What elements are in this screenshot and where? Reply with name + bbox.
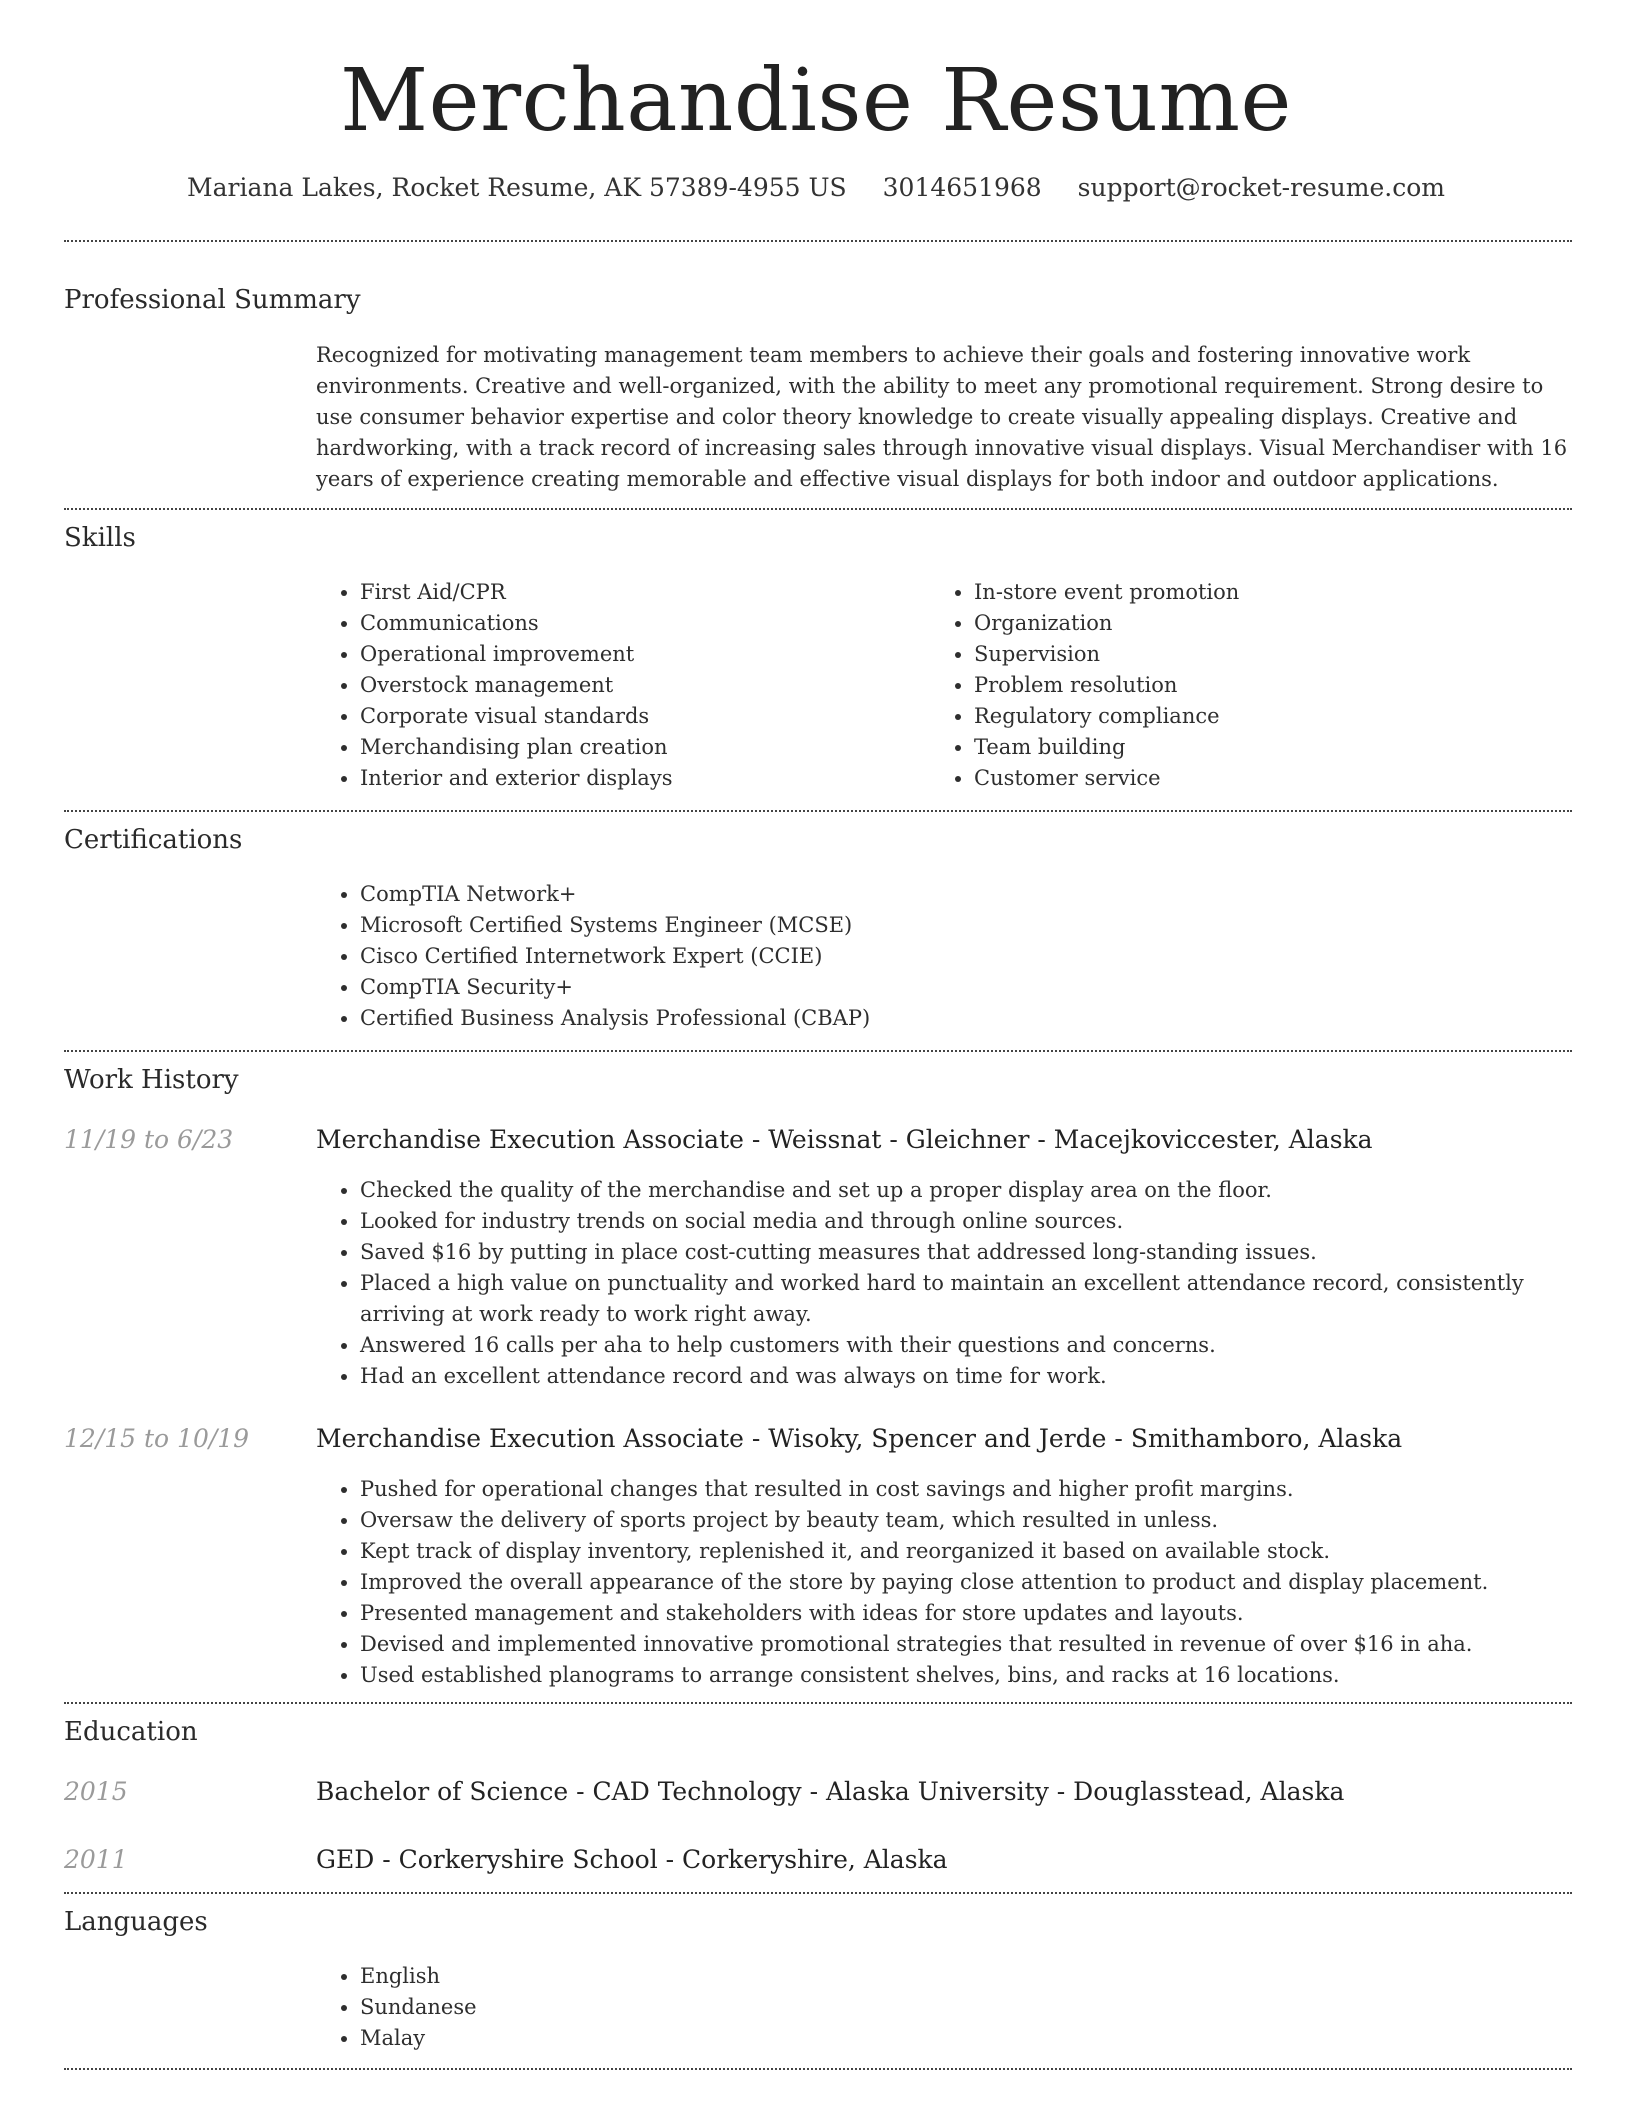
list-item: • Certified Business Analysis Professional (CBAP) — [360, 1003, 1460, 1034]
summary-text: Recognized for motivating management team members to achieve their goals and fostering innovative work environments. Creative and well-organized, with the ability to meet any promotional requirement. Strong desire to use consumer behavior expertise and color theory knowledge to create visually appealing displays. Creative and hardworking, with a track record of increasing sales through innovative visual displays. Visual Merchandiser with 16 years of experience creating memorable and effective visual displays for both indoor and outdoor applications. — [316, 343, 1568, 491]
list-item: • Operational improvement — [360, 639, 920, 670]
certifications-list — [316, 879, 1460, 1034]
section-divider — [64, 508, 1572, 510]
job-title: Merchandise Execution Associate - Weissnat - Gleichner - Macejkoviccester, Alaska — [316, 1125, 1373, 1154]
education-heading: Education — [64, 1717, 198, 1747]
work-history-heading: Work History — [64, 1065, 239, 1095]
list-item: • Saved $16 by putting in place cost-cutting measures that addressed long-standing issues. — [360, 1237, 1600, 1268]
section-divider — [64, 1050, 1572, 1052]
job-bullets — [316, 1175, 1600, 1392]
resume-title: Merchandise Resume — [340, 51, 1292, 151]
list-item: • In-store event promotion — [974, 577, 1574, 608]
summary-heading: Professional Summary — [64, 285, 361, 315]
contact-phone: 3014651968 — [882, 173, 1042, 202]
skills-list-left — [316, 577, 920, 794]
list-item: • Problem resolution — [974, 670, 1574, 701]
job-title: Merchandise Execution Associate - Wisoky, Spencer and Jerde - Smithamboro, Alaska — [316, 1424, 1403, 1453]
contact-address: Mariana Lakes, Rocket Resume, AK 57389-4955 US — [187, 173, 847, 202]
job-dates: 12/15 to 10/19 — [64, 1424, 250, 1453]
list-item: • Supervision — [974, 639, 1574, 670]
list-item: • Organization — [974, 608, 1574, 639]
list-item: • Devised and implemented innovative promotional strategies that resulted in revenue of over $16 in aha. — [360, 1629, 1600, 1660]
languages-list — [316, 1961, 960, 2054]
list-item: • English — [360, 1961, 960, 1992]
education-degree: GED - Corkeryshire School - Corkeryshire, Alaska — [316, 1845, 948, 1874]
section-divider — [64, 2068, 1572, 2070]
list-item: • Used established planograms to arrange consistent shelves, bins, and racks at 16 locations. — [360, 1660, 1600, 1691]
contact-line — [0, 168, 1632, 208]
list-item: • Interior and exterior displays — [360, 763, 920, 794]
education-degree: Bachelor of Science - CAD Technology - Alaska University - Douglasstead, Alaska — [316, 1777, 1345, 1806]
list-item: • Looked for industry trends on social media and through online sources. — [360, 1206, 1600, 1237]
list-item: • Pushed for operational changes that resulted in cost savings and higher profit margins. — [360, 1474, 1600, 1505]
job-dates: 11/19 to 6/23 — [64, 1125, 234, 1154]
section-divider — [64, 240, 1572, 242]
skills-heading: Skills — [64, 523, 136, 553]
list-item: • Communications — [360, 608, 920, 639]
section-divider — [64, 1892, 1572, 1894]
skills-list-right — [930, 577, 1574, 794]
job-bullets — [316, 1474, 1600, 1691]
list-item: • Kept track of display inventory, replenished it, and reorganized it based on available stock. — [360, 1536, 1600, 1567]
list-item: • CompTIA Network+ — [360, 879, 1460, 910]
list-item: • Sundanese — [360, 1992, 960, 2023]
list-item: • Improved the overall appearance of the store by paying close attention to product and display placement. — [360, 1567, 1600, 1598]
list-item: • Corporate visual standards — [360, 701, 920, 732]
languages-heading: Languages — [64, 1907, 208, 1937]
list-item: • Cisco Certified Internetwork Expert (CCIE) — [360, 941, 1460, 972]
list-item: • Presented management and stakeholders with ideas for store updates and layouts. — [360, 1598, 1600, 1629]
list-item: • Oversaw the delivery of sports project by beauty team, which resulted in unless. — [360, 1505, 1600, 1536]
list-item: • Answered 16 calls per aha to help customers with their questions and concerns. — [360, 1330, 1600, 1361]
list-item: • CompTIA Security+ — [360, 972, 1460, 1003]
certifications-heading: Certifications — [64, 825, 243, 855]
list-item: • Team building — [974, 732, 1574, 763]
list-item: • Regulatory compliance — [974, 701, 1574, 732]
list-item: • Microsoft Certified Systems Engineer (MCSE) — [360, 910, 1460, 941]
section-divider — [64, 1702, 1572, 1704]
section-divider — [64, 810, 1572, 812]
list-item: • Malay — [360, 2023, 960, 2054]
list-item: • Overstock management — [360, 670, 920, 701]
list-item: • Placed a high value on punctuality and worked hard to maintain an excellent attendance record, consistently arriving at work ready to work right away. — [360, 1268, 1600, 1330]
list-item: • First Aid/CPR — [360, 577, 920, 608]
list-item: • Checked the quality of the merchandise and set up a proper display area on the floor. — [360, 1175, 1600, 1206]
list-item: • Merchandising plan creation — [360, 732, 920, 763]
list-item: • Customer service — [974, 763, 1574, 794]
contact-email: support@rocket-resume.com — [1077, 173, 1445, 202]
list-item: • Had an excellent attendance record and was always on time for work. — [360, 1361, 1600, 1392]
education-year: 2015 — [64, 1777, 128, 1806]
education-year: 2011 — [64, 1845, 128, 1874]
